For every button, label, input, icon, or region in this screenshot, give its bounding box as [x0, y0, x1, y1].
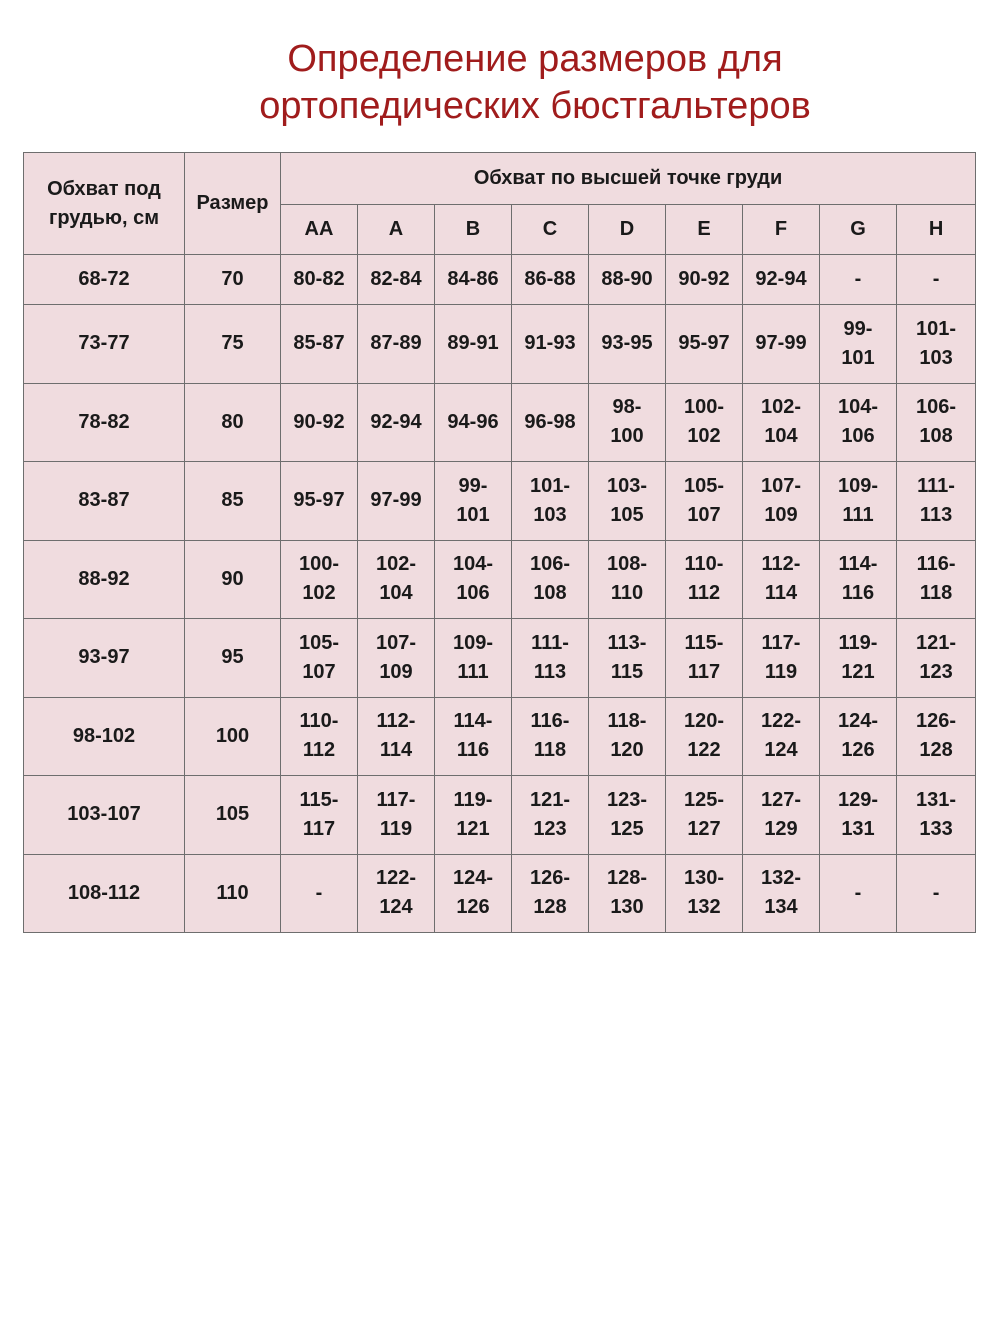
bust-range-cell: 99- 101 [435, 462, 512, 541]
size-cell: 85 [185, 462, 281, 541]
bust-range-cell: 120- 122 [666, 697, 743, 776]
table-header-row [24, 153, 976, 205]
page-title-line-2: ортопедических бюстгальтеров [259, 85, 811, 127]
bust-range-cell: 90-92 [666, 255, 743, 305]
bust-range-cell: 109- 111 [435, 619, 512, 698]
bust-range-cell: 125- 127 [666, 776, 743, 855]
bust-range-cell: 88-90 [589, 255, 666, 305]
size-cell: 100 [185, 697, 281, 776]
bust-range-cell: 116- 118 [512, 697, 589, 776]
size-cell: 80 [185, 383, 281, 462]
underbust-cell: 93-97 [24, 619, 185, 698]
bust-range-cell: - [897, 255, 976, 305]
underbust-cell: 108-112 [24, 854, 185, 933]
table-row [24, 383, 976, 462]
bust-range-cell: 116- 118 [897, 540, 976, 619]
bust-range-cell: 111- 113 [897, 462, 976, 541]
bust-range-cell: 103- 105 [589, 462, 666, 541]
bust-range-cell: 99- 101 [820, 305, 897, 384]
bust-range-cell: 106- 108 [897, 383, 976, 462]
header-size: Размер [185, 153, 281, 255]
header-bust-group: Обхват по высшей точке груди [281, 153, 976, 205]
size-cell: 70 [185, 255, 281, 305]
bust-range-cell: 127- 129 [743, 776, 820, 855]
bust-range-cell: 129- 131 [820, 776, 897, 855]
table-row [24, 776, 976, 855]
bust-range-cell: 106- 108 [512, 540, 589, 619]
bust-range-cell: 107- 109 [743, 462, 820, 541]
bust-range-cell: 93-95 [589, 305, 666, 384]
bust-range-cell: 97-99 [743, 305, 820, 384]
underbust-cell: 73-77 [24, 305, 185, 384]
bust-range-cell: 110- 112 [281, 697, 358, 776]
bust-range-cell: 109- 111 [820, 462, 897, 541]
cup-header: B [435, 205, 512, 255]
size-cell: 110 [185, 854, 281, 933]
cup-header: AA [281, 205, 358, 255]
underbust-cell: 88-92 [24, 540, 185, 619]
cup-header: A [358, 205, 435, 255]
bust-range-cell: 132- 134 [743, 854, 820, 933]
bust-range-cell: 95-97 [281, 462, 358, 541]
bust-range-cell: 102- 104 [358, 540, 435, 619]
bust-range-cell: 104- 106 [435, 540, 512, 619]
header-underbust: Обхват под грудью, см [24, 153, 185, 255]
bust-range-cell: 86-88 [512, 255, 589, 305]
bust-range-cell: 91-93 [512, 305, 589, 384]
table-body [24, 153, 976, 933]
bust-range-cell: 130- 132 [666, 854, 743, 933]
bust-range-cell: 126- 128 [512, 854, 589, 933]
table-row [24, 697, 976, 776]
bust-range-cell: 107- 109 [358, 619, 435, 698]
bust-range-cell: 95-97 [666, 305, 743, 384]
table-row [24, 619, 976, 698]
bust-range-cell: 114- 116 [820, 540, 897, 619]
bust-range-cell: 115- 117 [666, 619, 743, 698]
size-cell: 95 [185, 619, 281, 698]
underbust-cell: 78-82 [24, 383, 185, 462]
bust-range-cell: 114- 116 [435, 697, 512, 776]
page-title [0, 36, 1000, 130]
table-row [24, 854, 976, 933]
bust-range-cell: 84-86 [435, 255, 512, 305]
bust-range-cell: 115- 117 [281, 776, 358, 855]
bust-range-cell: 124- 126 [435, 854, 512, 933]
bust-range-cell: 92-94 [358, 383, 435, 462]
cup-header: H [897, 205, 976, 255]
bust-range-cell: - [281, 854, 358, 933]
bust-range-cell: 89-91 [435, 305, 512, 384]
bust-range-cell: 121- 123 [897, 619, 976, 698]
bust-range-cell: 80-82 [281, 255, 358, 305]
bust-range-cell: 112- 114 [358, 697, 435, 776]
size-cell: 105 [185, 776, 281, 855]
table-row [24, 305, 976, 384]
page-title-line-1: Определение размеров для [287, 38, 783, 80]
bust-range-cell: 82-84 [358, 255, 435, 305]
bust-range-cell: 110- 112 [666, 540, 743, 619]
bust-range-cell: - [897, 854, 976, 933]
bust-range-cell: 105- 107 [281, 619, 358, 698]
bust-range-cell: 101- 103 [897, 305, 976, 384]
bust-range-cell: 98- 100 [589, 383, 666, 462]
bust-range-cell: 85-87 [281, 305, 358, 384]
bust-range-cell: 117- 119 [358, 776, 435, 855]
bust-range-cell: 118- 120 [589, 697, 666, 776]
table-row [24, 255, 976, 305]
underbust-cell: 98-102 [24, 697, 185, 776]
cup-header: C [512, 205, 589, 255]
table-row [24, 540, 976, 619]
bust-range-cell: 126- 128 [897, 697, 976, 776]
bust-range-cell: 97-99 [358, 462, 435, 541]
bust-range-cell: 119- 121 [820, 619, 897, 698]
bust-range-cell: 102- 104 [743, 383, 820, 462]
bust-range-cell: 124- 126 [820, 697, 897, 776]
size-table [23, 152, 976, 933]
table-row [24, 462, 976, 541]
cup-header: F [743, 205, 820, 255]
cup-header: G [820, 205, 897, 255]
bust-range-cell: - [820, 854, 897, 933]
bust-range-cell: 104- 106 [820, 383, 897, 462]
bust-range-cell: 117- 119 [743, 619, 820, 698]
cup-header: D [589, 205, 666, 255]
bust-range-cell: 128- 130 [589, 854, 666, 933]
bust-range-cell: 111- 113 [512, 619, 589, 698]
bust-range-cell: 123- 125 [589, 776, 666, 855]
bust-range-cell: 90-92 [281, 383, 358, 462]
bust-range-cell: 96-98 [512, 383, 589, 462]
underbust-cell: 103-107 [24, 776, 185, 855]
bust-range-cell: 122- 124 [743, 697, 820, 776]
bust-range-cell: 119- 121 [435, 776, 512, 855]
bust-range-cell: 112- 114 [743, 540, 820, 619]
bust-range-cell: 108- 110 [589, 540, 666, 619]
size-cell: 90 [185, 540, 281, 619]
bust-range-cell: - [820, 255, 897, 305]
underbust-cell: 68-72 [24, 255, 185, 305]
bust-range-cell: 121- 123 [512, 776, 589, 855]
size-cell: 75 [185, 305, 281, 384]
bust-range-cell: 131- 133 [897, 776, 976, 855]
bust-range-cell: 105- 107 [666, 462, 743, 541]
bust-range-cell: 94-96 [435, 383, 512, 462]
bust-range-cell: 122- 124 [358, 854, 435, 933]
cup-header: E [666, 205, 743, 255]
bust-range-cell: 100- 102 [281, 540, 358, 619]
bust-range-cell: 113- 115 [589, 619, 666, 698]
bust-range-cell: 87-89 [358, 305, 435, 384]
bust-range-cell: 101- 103 [512, 462, 589, 541]
underbust-cell: 83-87 [24, 462, 185, 541]
bust-range-cell: 100- 102 [666, 383, 743, 462]
bust-range-cell: 92-94 [743, 255, 820, 305]
